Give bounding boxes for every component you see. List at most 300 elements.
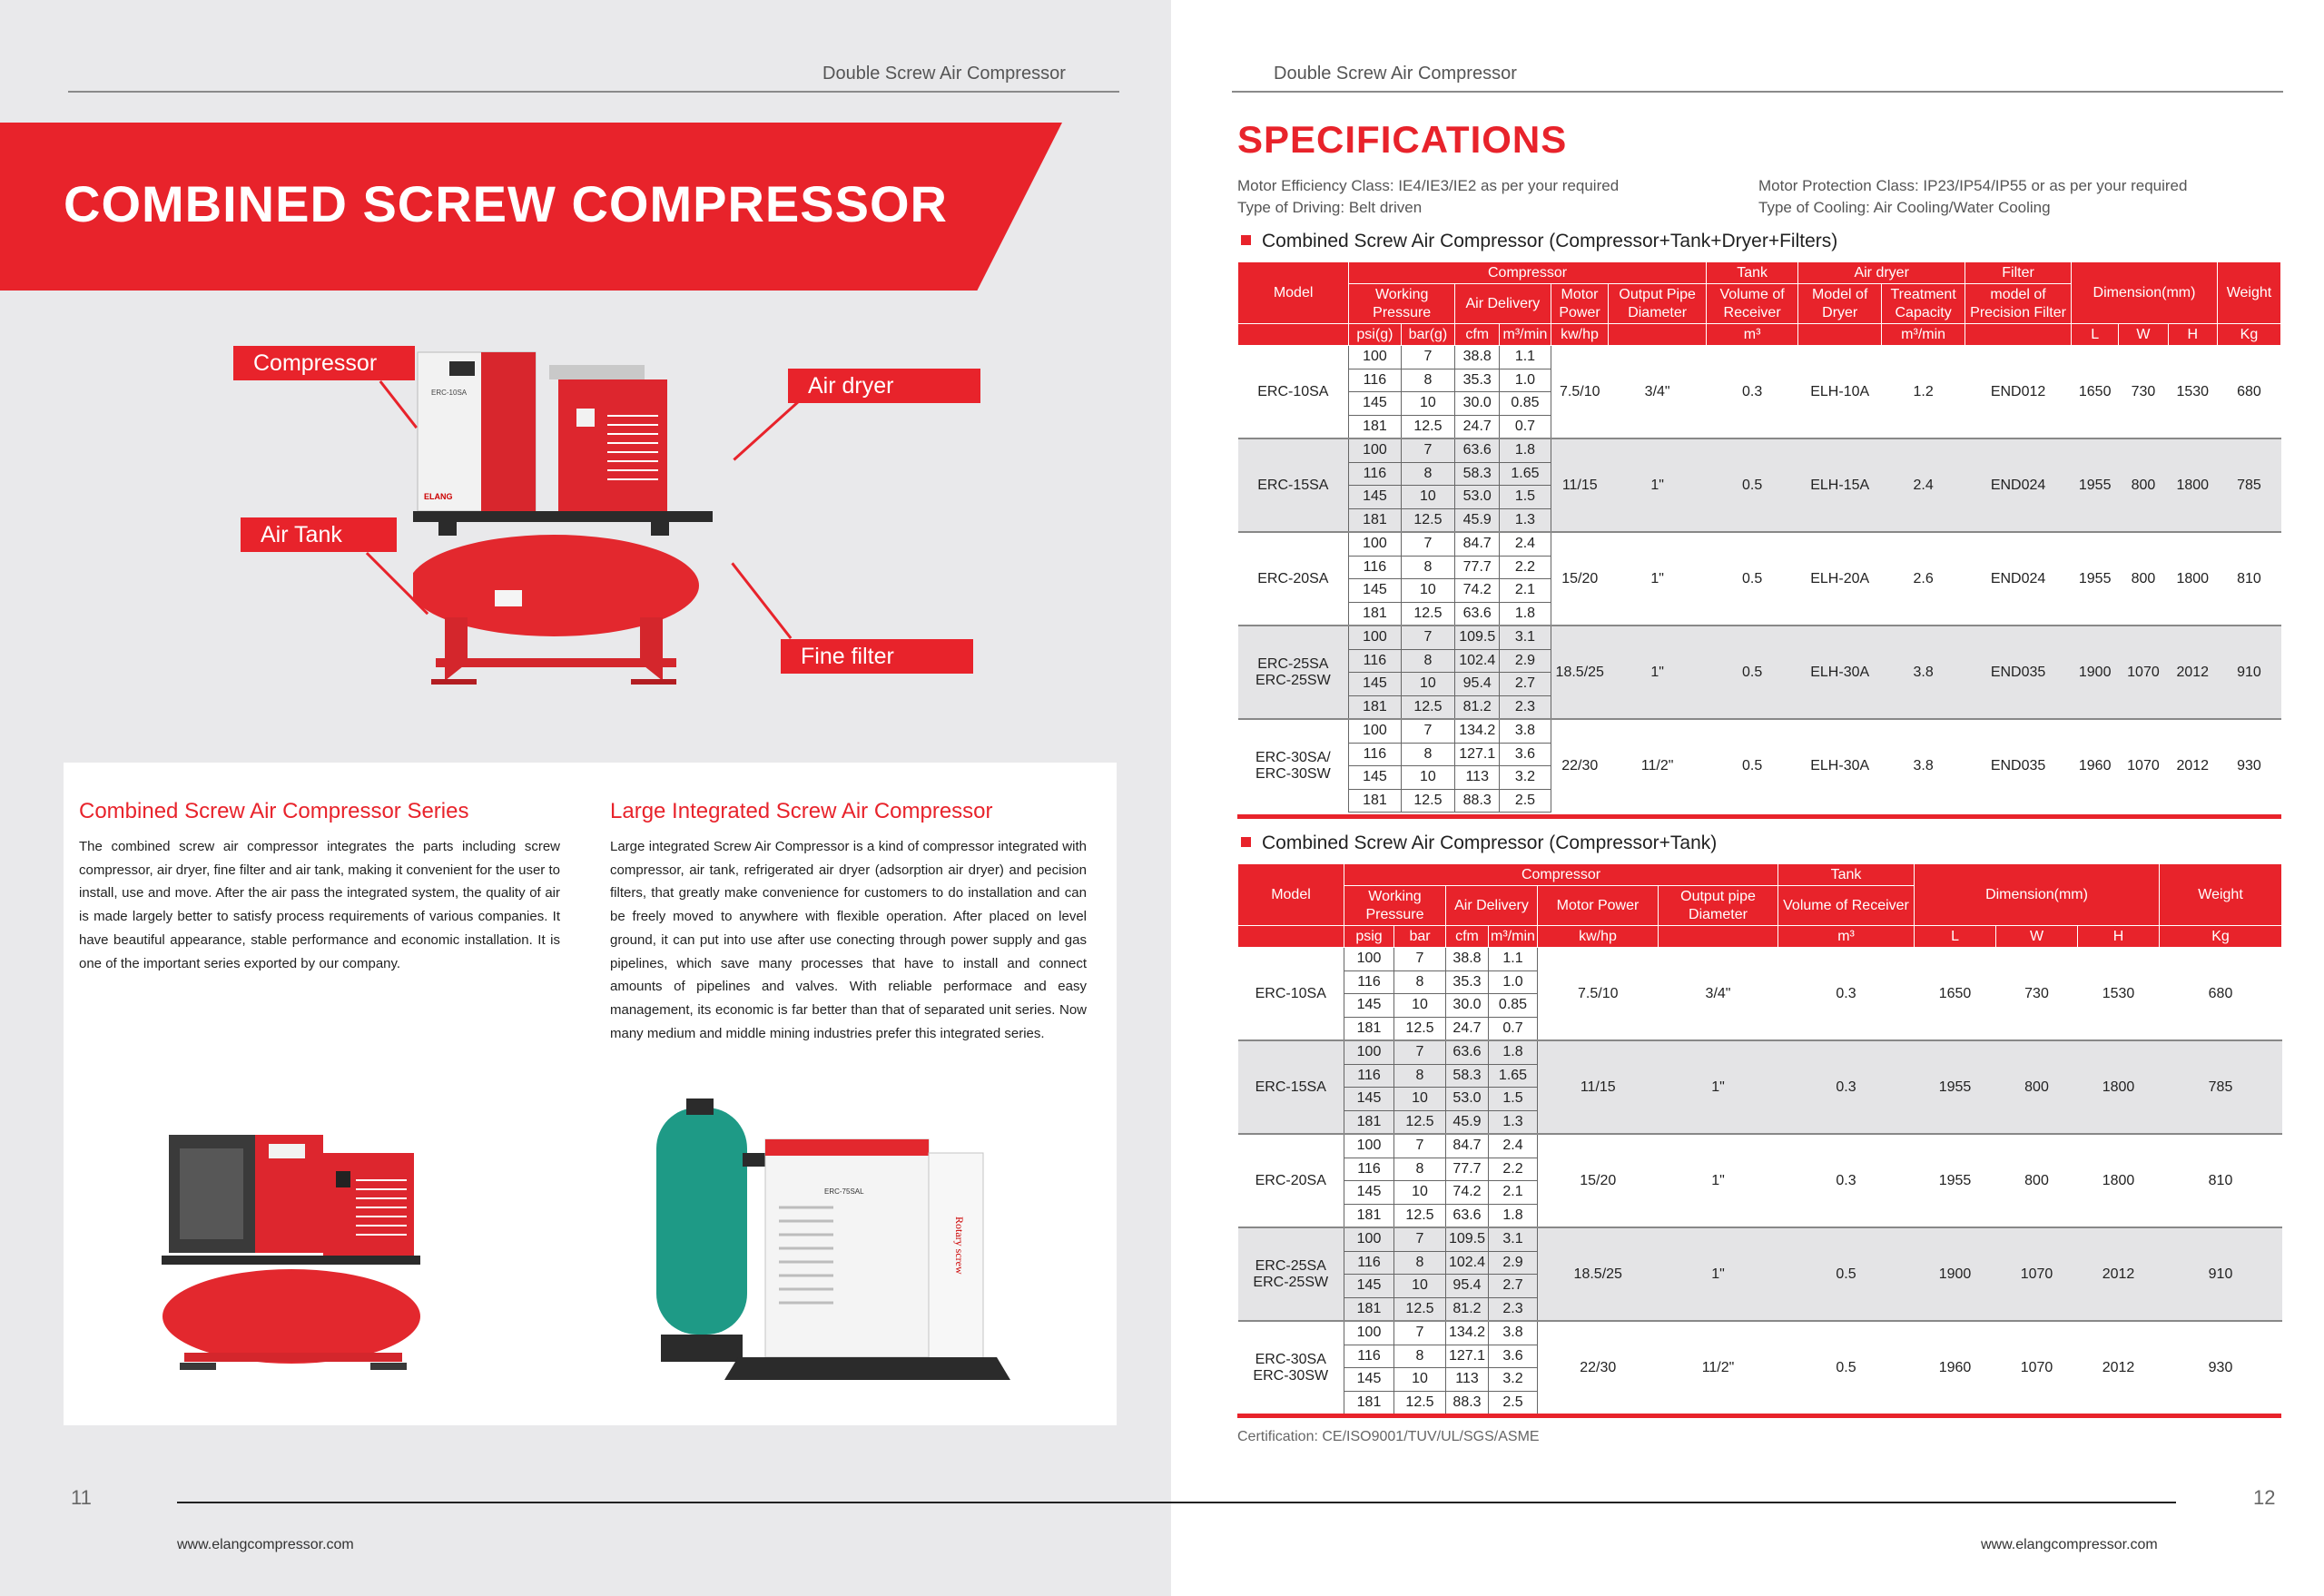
t2-unit: m³ <box>1778 926 1915 948</box>
t2-sub-value: 45.9 <box>1446 1110 1489 1134</box>
meta-driving: Type of Driving: Belt driven <box>1237 199 1423 216</box>
t2-sub-value: 127.1 <box>1446 1345 1489 1368</box>
t1-filter-cell: END024 <box>1965 438 2072 532</box>
t1-sub-value: 2.4 <box>1500 532 1551 556</box>
t1-col-air-delivery: Air Delivery <box>1455 284 1551 324</box>
t2-h-cell: 2012 <box>2078 1321 2160 1414</box>
t2-sub-value: 102.4 <box>1446 1251 1489 1275</box>
t2-w-cell: 800 <box>1996 1134 2078 1227</box>
left-footer-rule <box>177 1502 1171 1503</box>
series-text: The combined screw air compressor integrates the parts including screw compressor, air dryer, fine filter and air tank, making it convenient for the user to install, use and move. After the air pass the integrated system, the quality of air is made largely better to satisfy process requirements of various companies. It have beautiful appearance, stable performance and economic installation. It is one of the important series exported by our company. <box>79 839 560 971</box>
t2-sub-value: 2.5 <box>1489 1391 1538 1414</box>
t1-sub-value: 1.65 <box>1500 462 1551 486</box>
t1-treat-cell: 1.2 <box>1913 383 1934 399</box>
t2-sub-value: 145 <box>1344 1181 1394 1205</box>
t2-sub-value: 8 <box>1394 970 1446 994</box>
t1-sub-value: 116 <box>1349 649 1401 673</box>
t1-model-cell <box>1238 532 1349 626</box>
t1-sub-value: 3.2 <box>1500 766 1551 790</box>
t2-unit: L <box>1915 926 1996 948</box>
t1-model-name: ERC-10SA <box>1257 383 1329 399</box>
t2-sub-value: 63.6 <box>1446 1204 1489 1227</box>
t1-sub-value: 181 <box>1349 602 1401 626</box>
t1-sub-value: 58.3 <box>1455 462 1500 486</box>
t1-unit: kw/hp <box>1551 324 1609 346</box>
t2-sub-value: 58.3 <box>1446 1064 1489 1088</box>
t2-model-name: ERC-15SA <box>1255 1079 1326 1095</box>
t1-treat-cell: 3.8 <box>1882 626 1965 719</box>
t1-sub-value: 7 <box>1401 438 1455 462</box>
t1-power-cell: 15/20 <box>1551 532 1609 626</box>
t1-volume-cell: 0.3 <box>1741 383 1763 399</box>
t2-sub-value: 88.3 <box>1446 1391 1489 1414</box>
t1-l-cell: 1960 <box>2072 719 2119 813</box>
t1-sub-value: 2.7 <box>1500 673 1551 696</box>
bullet-square-icon <box>1241 235 1251 245</box>
t2-w-cell: 730 <box>2024 985 2049 1001</box>
t2-unit: bar <box>1394 926 1446 948</box>
t1-h-cell: 1800 <box>2168 438 2217 532</box>
t1-power-cell: 22/30 <box>1551 719 1609 813</box>
t1-sub-value: 2.1 <box>1500 579 1551 603</box>
t1-sub-value: 1.3 <box>1500 508 1551 532</box>
t2-sub-value: 1.1 <box>1489 948 1538 971</box>
table1-heading-text: Combined Screw Air Compressor (Compressor+Tank+Dryer+Filters) <box>1262 231 1838 251</box>
table1 <box>1237 261 2281 813</box>
series-title: Combined Screw Air Compressor Series <box>79 799 469 823</box>
table-row <box>1238 532 2281 556</box>
t2-w-cell: 800 <box>1996 1040 2078 1134</box>
t2-model-name: ERC-25SA <box>1255 1257 1326 1274</box>
t1-unit: m³/min <box>1882 324 1965 346</box>
t1-sub-value: 113 <box>1455 766 1500 790</box>
small-compressor-image <box>162 1130 425 1384</box>
t2-sub-value: 181 <box>1344 1297 1394 1321</box>
t1-sub-value: 7 <box>1401 346 1455 369</box>
t2-pipe-cell: 1" <box>1659 1227 1778 1321</box>
t1-sub-value: 8 <box>1401 556 1455 579</box>
t1-sub-value: 1.8 <box>1500 438 1551 462</box>
label-fine-filter: Fine filter <box>781 639 973 674</box>
t2-sub-value: 1.0 <box>1489 970 1538 994</box>
t2-sub-value: 12.5 <box>1394 1391 1446 1414</box>
large-integrated-title: Large Integrated Screw Air Compressor <box>610 799 993 823</box>
t2-sub-value: 100 <box>1344 1134 1394 1158</box>
t2-weight-cell: 680 <box>2208 985 2233 1001</box>
t2-unit: kw/hp <box>1538 926 1659 948</box>
t1-model-name: ERC-25SA <box>1257 655 1329 672</box>
t2-weight-cell: 910 <box>2160 1227 2282 1321</box>
t1-dryer-cell: ELH-20A <box>1798 532 1882 626</box>
t2-col-motor-power: Motor Power <box>1538 886 1659 926</box>
t2-sub-value: 181 <box>1344 1017 1394 1040</box>
t2-col-output-pipe: Output pipe Diameter <box>1659 886 1778 926</box>
t2-unit: cfm <box>1446 926 1489 948</box>
t1-unit: psi(g) <box>1349 324 1401 346</box>
t1-sub-value: 63.6 <box>1455 602 1500 626</box>
t1-volume-cell: 0.5 <box>1706 626 1797 719</box>
t1-volume-cell: 0.5 <box>1706 719 1797 813</box>
t1-sub-value: 7 <box>1401 626 1455 649</box>
t1-pipe-cell: 1" <box>1609 532 1707 626</box>
t2-h-cell: 1800 <box>2078 1134 2160 1227</box>
table-row <box>1238 438 2281 462</box>
machine-side-text: Rotary screw <box>953 1217 966 1275</box>
table-row <box>1238 1227 2282 1251</box>
t2-sub-value: 35.3 <box>1446 970 1489 994</box>
t1-col-filter-model: model of Precision Filter <box>1965 284 2072 324</box>
t2-model-name: ERC-20SA <box>1255 1172 1326 1188</box>
t2-col-air-delivery: Air Delivery <box>1446 886 1538 926</box>
large-integrated-compressor-image <box>652 1098 1010 1398</box>
t1-model-name-alt: ERC-25SW <box>1256 672 1331 688</box>
t1-sub-value: 102.4 <box>1455 649 1500 673</box>
machine-brand: ELANG <box>424 492 453 501</box>
right-header-rule <box>1232 91 2283 93</box>
t1-sub-value: 100 <box>1349 532 1401 556</box>
t2-group-compressor: Compressor <box>1344 864 1778 886</box>
meta-efficiency: Motor Efficiency Class: IE4/IE3/IE2 as per your required <box>1237 177 1620 194</box>
t2-power-cell: 15/20 <box>1538 1134 1659 1227</box>
t1-sub-value: 12.5 <box>1401 695 1455 719</box>
t2-l-cell: 1955 <box>1915 1134 1996 1227</box>
t2-power-cell: 18.5/25 <box>1538 1227 1659 1321</box>
t1-group-compressor: Compressor <box>1349 262 1707 284</box>
t1-col-working-pressure: Working Pressure <box>1349 284 1455 324</box>
t2-l-cell: 1650 <box>1938 985 1972 1001</box>
t1-sub-value: 8 <box>1401 462 1455 486</box>
t2-sub-value: 2.4 <box>1489 1134 1538 1158</box>
t2-model-cell <box>1238 1227 1344 1321</box>
t1-sub-value: 2.2 <box>1500 556 1551 579</box>
t1-sub-value: 2.5 <box>1500 789 1551 813</box>
t2-volume-cell: 0.3 <box>1836 985 1856 1001</box>
label-compressor: Compressor <box>233 346 415 380</box>
t1-col-output-pipe: Output Pipe Diameter <box>1609 284 1707 324</box>
t1-group-tank: Tank <box>1706 262 1797 284</box>
t1-col-weight: Weight <box>2217 262 2280 324</box>
t1-power-cell: 18.5/25 <box>1551 626 1609 719</box>
certification-text: Certification: CE/ISO9001/TUV/UL/SGS/ASME <box>1237 1429 1540 1444</box>
t1-sub-value: 10 <box>1401 579 1455 603</box>
t1-unit: bar(g) <box>1401 324 1455 346</box>
t2-sub-value: 8 <box>1394 1345 1446 1368</box>
t1-sub-value: 95.4 <box>1455 673 1500 696</box>
t1-sub-value: 145 <box>1349 486 1401 509</box>
t2-sub-value: 2.3 <box>1489 1297 1538 1321</box>
t2-sub-value: 181 <box>1344 1391 1394 1414</box>
t2-sub-value: 134.2 <box>1446 1321 1489 1345</box>
t2-sub-value: 2.7 <box>1489 1275 1538 1298</box>
t2-sub-value: 7 <box>1394 1227 1446 1251</box>
t2-sub-value: 1.65 <box>1489 1064 1538 1088</box>
t1-sub-value: 74.2 <box>1455 579 1500 603</box>
t1-l-cell: 1650 <box>2078 383 2112 399</box>
t1-model-name-alt: ERC-30SW <box>1256 765 1331 782</box>
table1-heading <box>1241 231 1837 252</box>
t2-sub-value: 2.9 <box>1489 1251 1538 1275</box>
t2-sub-value: 74.2 <box>1446 1181 1489 1205</box>
t2-sub-value: 77.7 <box>1446 1158 1489 1181</box>
table-row <box>1238 1134 2282 1158</box>
t1-model-name: ERC-30SA/ <box>1256 749 1331 765</box>
t1-sub-value: 145 <box>1349 766 1401 790</box>
right-footer-url[interactable]: www.elangcompressor.com <box>1981 1537 2158 1552</box>
t2-sub-value: 12.5 <box>1394 1017 1446 1040</box>
t1-sub-value: 84.7 <box>1455 532 1500 556</box>
t1-filter-cell: END035 <box>1965 719 2072 813</box>
t1-weight-cell: 785 <box>2217 438 2280 532</box>
t2-weight-cell: 810 <box>2160 1134 2282 1227</box>
t2-sub-value: 10 <box>1394 1275 1446 1298</box>
t1-weight-cell: 910 <box>2217 626 2280 719</box>
t2-unit: Kg <box>2160 926 2282 948</box>
t1-power-cell: 11/15 <box>1551 438 1609 532</box>
t1-sub-value: 1.5 <box>1500 486 1551 509</box>
t1-pipe-cell: 3/4" <box>1644 383 1670 399</box>
t2-power-cell: 22/30 <box>1538 1321 1659 1414</box>
table2 <box>1237 863 2282 1414</box>
t1-sub-value: 12.5 <box>1401 602 1455 626</box>
t1-sub-value: 88.3 <box>1455 789 1500 813</box>
t2-h-cell: 1800 <box>2078 1040 2160 1134</box>
t1-l-cell: 1955 <box>2072 438 2119 532</box>
table2-heading-text: Combined Screw Air Compressor (Compressor+Tank) <box>1262 832 1718 853</box>
t1-sub-value: 8 <box>1401 649 1455 673</box>
right-footer-rule <box>1171 1502 2176 1503</box>
t1-sub-value: 116 <box>1349 369 1401 392</box>
t2-volume-cell: 0.3 <box>1778 1040 1915 1134</box>
t2-sub-value: 0.85 <box>1489 994 1538 1018</box>
t1-model-cell <box>1238 438 1349 532</box>
t1-sub-value: 10 <box>1401 766 1455 790</box>
t1-sub-value: 145 <box>1349 673 1401 696</box>
t1-pipe-cell: 1" <box>1609 626 1707 719</box>
t2-sub-value: 100 <box>1344 1227 1394 1251</box>
t1-sub-value: 0.85 <box>1500 392 1551 416</box>
table-row <box>1238 626 2281 649</box>
t1-sub-value: 7 <box>1401 719 1455 743</box>
t1-sub-value: 181 <box>1349 508 1401 532</box>
t1-sub-value: 127.1 <box>1455 743 1500 766</box>
left-page-number: 11 <box>71 1486 92 1509</box>
t2-sub-value: 116 <box>1344 1158 1394 1181</box>
machine-model-large: ERC-75SAL <box>824 1187 864 1196</box>
left-footer-url[interactable]: www.elangcompressor.com <box>177 1537 354 1552</box>
t1-w-cell: 1070 <box>2119 719 2168 813</box>
t1-volume-cell: 0.5 <box>1706 438 1797 532</box>
t2-model-cell <box>1238 1040 1344 1134</box>
t1-model-name: ERC-15SA <box>1257 477 1329 493</box>
t1-dryer-cell: ELH-30A <box>1798 626 1882 719</box>
meta-protection: Motor Protection Class: IP23/IP54/IP55 or as per your required <box>1758 177 2188 194</box>
t1-unit: m³ <box>1706 324 1797 346</box>
t2-sub-value: 8 <box>1394 1064 1446 1088</box>
t2-l-cell: 1960 <box>1915 1321 1996 1414</box>
t2-model-name-alt: ERC-30SW <box>1253 1367 1329 1384</box>
t1-sub-value: 3.8 <box>1500 719 1551 743</box>
t1-sub-value: 2.9 <box>1500 649 1551 673</box>
t2-sub-value: 1.5 <box>1489 1088 1538 1111</box>
t2-sub-value: 145 <box>1344 1368 1394 1392</box>
t1-unit-blank <box>1965 324 2072 346</box>
t1-h-cell: 1800 <box>2168 532 2217 626</box>
t2-unit: m³/min <box>1489 926 1538 948</box>
t2-sub-value: 7 <box>1394 1321 1446 1345</box>
t2-volume-cell: 0.5 <box>1778 1227 1915 1321</box>
t2-pipe-cell: 1" <box>1659 1040 1778 1134</box>
t1-sub-value: 145 <box>1349 579 1401 603</box>
t2-h-cell: 2012 <box>2078 1227 2160 1321</box>
t1-sub-value: 30.0 <box>1455 392 1500 416</box>
t1-sub-value: 63.6 <box>1455 438 1500 462</box>
t2-sub-value: 145 <box>1344 1275 1394 1298</box>
t2-col-weight: Weight <box>2160 864 2282 926</box>
meta-cooling: Type of Cooling: Air Cooling/Water Cooling <box>1758 199 2051 216</box>
t2-unit-blank <box>1238 926 1344 948</box>
t1-sub-value: 116 <box>1349 462 1401 486</box>
t2-power-cell: 7.5/10 <box>1578 985 1619 1001</box>
t2-model-name-alt: ERC-25SW <box>1253 1274 1329 1290</box>
t1-col-volume: Volume of Receiver <box>1706 284 1797 324</box>
t1-w-cell: 730 <box>2131 383 2156 399</box>
table-row <box>1238 719 2281 743</box>
t1-model-name: ERC-20SA <box>1257 570 1329 586</box>
t2-sub-value: 1.8 <box>1489 1040 1538 1064</box>
t2-sub-value: 1.8 <box>1489 1204 1538 1227</box>
t1-sub-value: 3.6 <box>1500 743 1551 766</box>
t1-unit-blank <box>1798 324 1882 346</box>
t2-pipe-cell: 3/4" <box>1705 985 1731 1001</box>
t2-volume-cell: 0.3 <box>1778 1134 1915 1227</box>
t1-filter-cell: END012 <box>1990 383 2046 399</box>
t2-volume-cell: 0.5 <box>1778 1321 1915 1414</box>
t1-treat-cell: 3.8 <box>1882 719 1965 813</box>
t1-weight-cell: 680 <box>2237 383 2261 399</box>
t1-sub-value: 134.2 <box>1455 719 1500 743</box>
t1-sub-value: 24.7 <box>1455 415 1500 438</box>
t1-sub-value: 12.5 <box>1401 508 1455 532</box>
t1-col-motor-power: Motor Power <box>1551 284 1609 324</box>
t1-sub-value: 2.3 <box>1500 695 1551 719</box>
t2-sub-value: 113 <box>1446 1368 1489 1392</box>
t1-sub-value: 81.2 <box>1455 695 1500 719</box>
combined-compressor-image <box>413 345 731 704</box>
t1-sub-value: 10 <box>1401 486 1455 509</box>
t1-model-cell <box>1238 346 1349 439</box>
specifications-title: SPECIFICATIONS <box>1237 118 1568 161</box>
t2-col-working-pressure: Working Pressure <box>1344 886 1446 926</box>
table-row <box>1238 1040 2282 1064</box>
t1-col-dryer-model: Model of Dryer <box>1798 284 1882 324</box>
t2-pipe-cell: 1" <box>1659 1134 1778 1227</box>
t2-model-cell <box>1238 1321 1344 1414</box>
t1-sub-value: 109.5 <box>1455 626 1500 649</box>
t1-unit: cfm <box>1455 324 1500 346</box>
t2-sub-value: 2.2 <box>1489 1158 1538 1181</box>
t2-power-cell: 11/15 <box>1538 1040 1659 1134</box>
t1-pipe-cell: 1" <box>1609 438 1707 532</box>
t2-sub-value: 24.7 <box>1446 1017 1489 1040</box>
t2-sub-value: 2.1 <box>1489 1181 1538 1205</box>
t1-unit-blank <box>1609 324 1707 346</box>
t1-unit: Kg <box>2217 324 2280 346</box>
t2-sub-value: 95.4 <box>1446 1275 1489 1298</box>
t2-sub-value: 7 <box>1394 948 1446 971</box>
t1-model-cell <box>1238 626 1349 719</box>
right-header-title: Double Screw Air Compressor <box>1274 64 1517 84</box>
t2-sub-value: 100 <box>1344 1040 1394 1064</box>
t1-sub-value: 181 <box>1349 415 1401 438</box>
t2-sub-value: 38.8 <box>1446 948 1489 971</box>
t2-sub-value: 181 <box>1344 1204 1394 1227</box>
t1-dryer-cell: ELH-30A <box>1798 719 1882 813</box>
right-page-number: 12 <box>2253 1486 2276 1509</box>
t2-unit: H <box>2078 926 2160 948</box>
t2-sub-value: 84.7 <box>1446 1134 1489 1158</box>
t2-weight-cell: 930 <box>2160 1321 2282 1414</box>
t2-sub-value: 3.1 <box>1489 1227 1538 1251</box>
t2-weight-cell: 785 <box>2160 1040 2282 1134</box>
t1-sub-value: 100 <box>1349 346 1401 369</box>
t1-filter-cell: END035 <box>1965 626 2072 719</box>
t2-unit: W <box>1996 926 2078 948</box>
t2-model-name: ERC-10SA <box>1255 985 1326 1001</box>
t1-sub-value: 77.7 <box>1455 556 1500 579</box>
t2-sub-value: 109.5 <box>1446 1227 1489 1251</box>
t2-w-cell: 1070 <box>1996 1227 2078 1321</box>
t1-l-cell: 1955 <box>2072 532 2119 626</box>
t1-col-treatment: Treatment Capacity <box>1882 284 1965 324</box>
t1-sub-value: 8 <box>1401 369 1455 392</box>
table1-bottom-rule <box>1237 814 2281 819</box>
t1-col-model: Model <box>1238 262 1349 324</box>
table-row <box>1238 346 2281 369</box>
t1-volume-cell: 0.5 <box>1706 532 1797 626</box>
t1-sub-value: 45.9 <box>1455 508 1500 532</box>
left-header-title: Double Screw Air Compressor <box>822 64 1066 84</box>
t1-sub-value: 100 <box>1349 719 1401 743</box>
t2-col-dimension: Dimension(mm) <box>1915 864 2160 926</box>
t2-sub-value: 10 <box>1394 1181 1446 1205</box>
t2-w-cell: 1070 <box>1996 1321 2078 1414</box>
label-air-dryer: Air dryer <box>788 369 980 403</box>
t2-model-cell <box>1238 1134 1344 1227</box>
t2-sub-value: 7 <box>1394 1134 1446 1158</box>
t2-sub-value: 116 <box>1344 1064 1394 1088</box>
t1-l-cell: 1900 <box>2072 626 2119 719</box>
t1-sub-value: 145 <box>1349 392 1401 416</box>
t2-sub-value: 181 <box>1344 1110 1394 1134</box>
t2-sub-value: 7 <box>1394 1040 1446 1064</box>
t1-unit: L <box>2072 324 2119 346</box>
t1-filter-cell: END024 <box>1965 532 2072 626</box>
t2-sub-value: 10 <box>1394 1088 1446 1111</box>
table2-bottom-rule <box>1237 1414 2281 1418</box>
t2-sub-value: 12.5 <box>1394 1297 1446 1321</box>
t1-sub-value: 38.8 <box>1455 346 1500 369</box>
t2-sub-value: 1.3 <box>1489 1110 1538 1134</box>
t1-sub-value: 181 <box>1349 789 1401 813</box>
t1-h-cell: 2012 <box>2168 626 2217 719</box>
t2-sub-value: 145 <box>1344 994 1394 1018</box>
t1-sub-value: 0.7 <box>1500 415 1551 438</box>
t1-h-cell: 2012 <box>2168 719 2217 813</box>
t2-sub-value: 12.5 <box>1394 1204 1446 1227</box>
t2-col-model: Model <box>1238 864 1344 926</box>
t2-sub-value: 3.6 <box>1489 1345 1538 1368</box>
t1-sub-value: 1.0 <box>1500 369 1551 392</box>
